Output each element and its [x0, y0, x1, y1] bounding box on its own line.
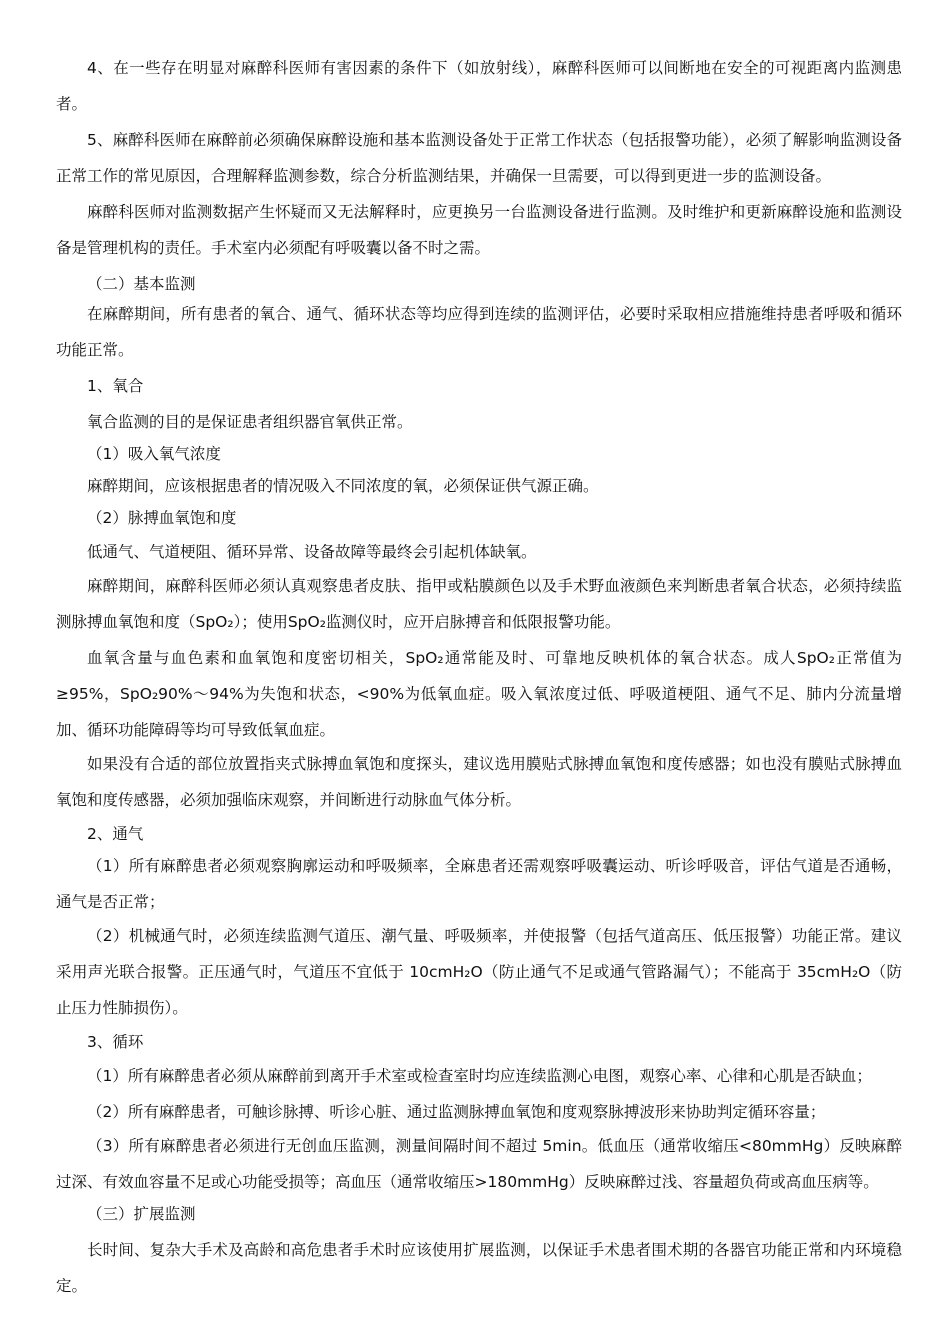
subheading-oxygenation: 1、氧合 — [87, 377, 144, 395]
paragraph-inspired-oxygen: 麻醉期间，应该根据患者的情况吸入不同浓度的氧，必须保证供气源正确。 — [87, 477, 599, 495]
paragraph-basic-monitoring-intro: 在麻醉期间，所有患者的氧合、通气、循环状态等均应得到连续的监测评估，必要时采取相应措施维持患者呼吸和循环功能正常。 — [56, 305, 902, 359]
paragraph-radiation-monitoring: 4、在一些存在明显对麻醉科医师有害因素的条件下（如放射线），麻醉科医师可以间断地在安全的可视距离内监测患者。 — [56, 59, 902, 113]
paragraph-spo2-values: 血氧含量与血色素和血氧饱和度密切相关，SpO₂通常能及时、可靠地反映机体的氧合状态。成人SpO₂正常值为≥95%，SpO₂90%～94%为失饱和状态，<90%为低氧血症。吸入氧浓度过低、呼吸道梗阻、通气不足、肺内分流量增加、循环功能障碍等均可导致低氧血症。 — [56, 649, 902, 739]
paragraph-spo2-sensor: 如果没有合适的部位放置指夹式脉搏血氧饱和度探头，建议选用膜贴式脉搏血氧饱和度传感器；如也没有膜贴式脉搏血氧饱和度传感器，必须加强临床观察，并间断进行动脉血气体分析。 — [56, 755, 902, 809]
paragraph-mechanical-ventilation: （2）机械通气时，必须连续监测气道压、潮气量、呼吸频率，并使报警（包括气道高压、低压报警）功能正常。建议采用声光联合报警。正压通气时，气道压不宜低于 10cmH₂O（防止通气不足或通气管路漏气）；不能高于 35cmH₂O（防止压力性肺损伤）。 — [56, 927, 902, 1017]
paragraph-extended-monitoring: 长时间、复杂大手术及高龄和高危患者手术时应该使用扩展监测，以保证手术患者围术期的各器官功能正常和内环境稳定。 — [56, 1241, 902, 1295]
paragraph-ecg-monitoring: （1）所有麻醉患者必须从麻醉前到离开手术室或检查室时均应连续监测心电图，观察心率、心律和心肌是否缺血； — [87, 1067, 872, 1085]
section-heading-basic-monitoring: （二）基本监测 — [87, 275, 196, 293]
paragraph-ventilation-observation: （1）所有麻醉患者必须观察胸廓运动和呼吸频率，全麻患者还需观察呼吸囊运动、听诊呼吸音，评估气道是否通畅，通气是否正常； — [56, 857, 902, 911]
section-heading-extended-monitoring: （三）扩展监测 — [87, 1205, 196, 1223]
subheading-ventilation: 2、通气 — [87, 825, 144, 843]
subheading-circulation: 3、循环 — [87, 1033, 144, 1051]
paragraph-hypoxia-causes: 低通气、气道梗阻、循环异常、设备故障等最终会引起机体缺氧。 — [87, 543, 537, 561]
paragraph-equipment-check: 5、麻醉科医师在麻醉前必须确保麻醉设施和基本监测设备处于正常工作状态（包括报警功能），必须了解影响监测设备正常工作的常见原因，合理解释监测参数，综合分析监测结果，并确保一旦需要，可以得到更进一步的监测设备。 — [56, 131, 902, 185]
paragraph-oxygenation-purpose: 氧合监测的目的是保证患者组织器官氧供正常。 — [87, 413, 413, 431]
paragraph-circulation-volume: （2）所有麻醉患者，可触诊脉搏、听诊心脏、通过监测脉搏血氧饱和度观察脉搏波形来协助判定循环容量； — [87, 1103, 826, 1121]
paragraph-blood-pressure: （3）所有麻醉患者必须进行无创血压监测，测量间隔时间不超过 5min。低血压（通常收缩压<80mmHg）反映麻醉过深、有效血容量不足或心功能受损等；高血压（通常收缩压>180mmHg）反映麻醉过浅、容量超负荷或高血压病等。 — [56, 1137, 902, 1191]
paragraph-equipment-replacement: 麻醉科医师对监测数据产生怀疑而又无法解释时，应更换另一台监测设备进行监测。及时维护和更新麻醉设施和监测设备是管理机构的责任。手术室内必须配有呼吸囊以备不时之需。 — [56, 203, 902, 257]
paragraph-spo2-monitoring: 麻醉期间，麻醉科医师必须认真观察患者皮肤、指甲或粘膜颜色以及手术野血液颜色来判断患者氧合状态，必须持续监测脉搏血氧饱和度（SpO₂）；使用SpO₂监测仪时，应开启脉搏音和低限报警功能。 — [56, 577, 902, 631]
subheading-pulse-oximetry: （2）脉搏血氧饱和度 — [87, 509, 237, 527]
subheading-inspired-oxygen: （1）吸入氧气浓度 — [87, 445, 221, 463]
